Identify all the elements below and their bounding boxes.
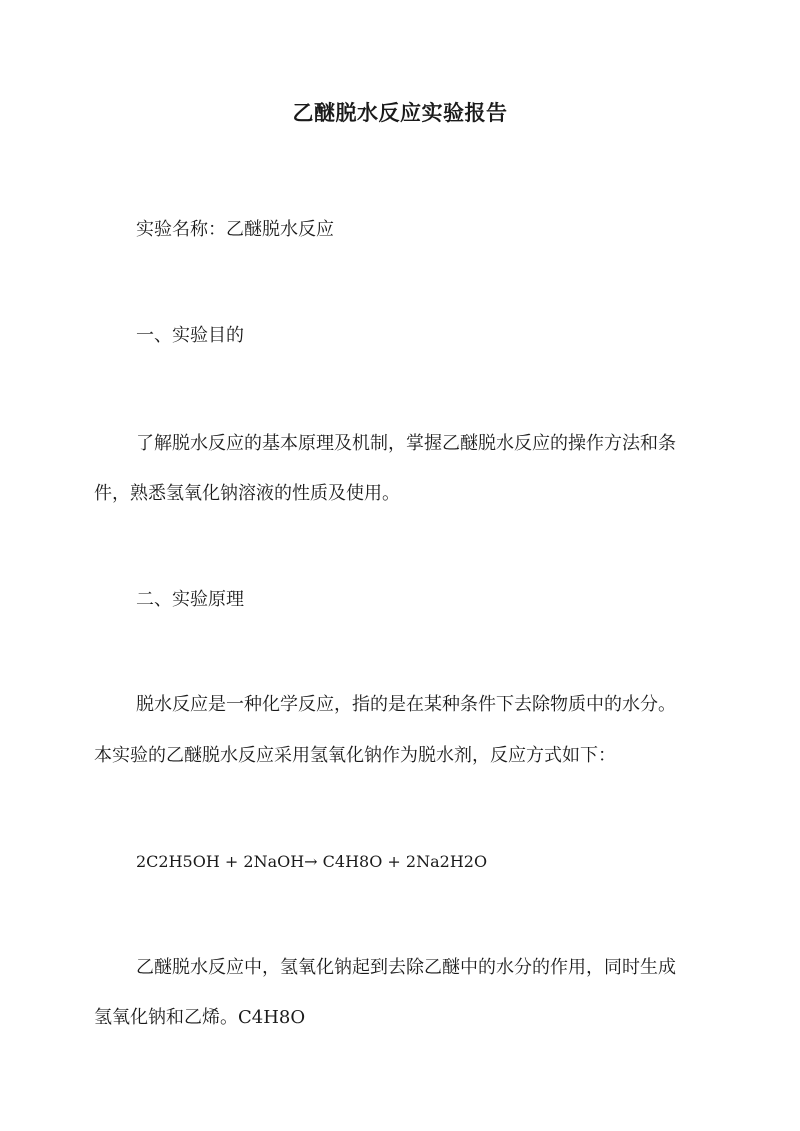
- reaction-equation: 2C2H5OH + 2NaOH→ C4H8O + 2Na2H2O: [136, 852, 488, 871]
- document-title: 乙醚脱水反应实验报告: [292, 100, 508, 125]
- purpose-paragraph-line-1: 了解脱水反应的基本原理及机制，掌握乙醚脱水反应的操作方法和条: [136, 433, 676, 454]
- purpose-paragraph-line-2: 件，熟悉氢氧化钠溶液的性质及使用。: [94, 483, 400, 504]
- principle-paragraph-line-1: 脱水反应是一种化学反应，指的是在某种条件下去除物质中的水分。: [136, 694, 676, 715]
- section-heading-principle: 二、实验原理: [136, 589, 244, 610]
- section-heading-purpose: 一、实验目的: [136, 325, 244, 346]
- experiment-name: 实验名称：乙醚脱水反应: [136, 219, 334, 240]
- principle-paragraph-line-2: 本实验的乙醚脱水反应采用氢氧化钠作为脱水剂，反应方式如下：: [94, 745, 616, 766]
- principle-paragraph-line-3: 乙醚脱水反应中，氢氧化钠起到去除乙醚中的水分的作用，同时生成: [136, 957, 676, 978]
- principle-paragraph-line-4: 氢氧化钠和乙烯。C4H8O: [94, 1007, 306, 1028]
